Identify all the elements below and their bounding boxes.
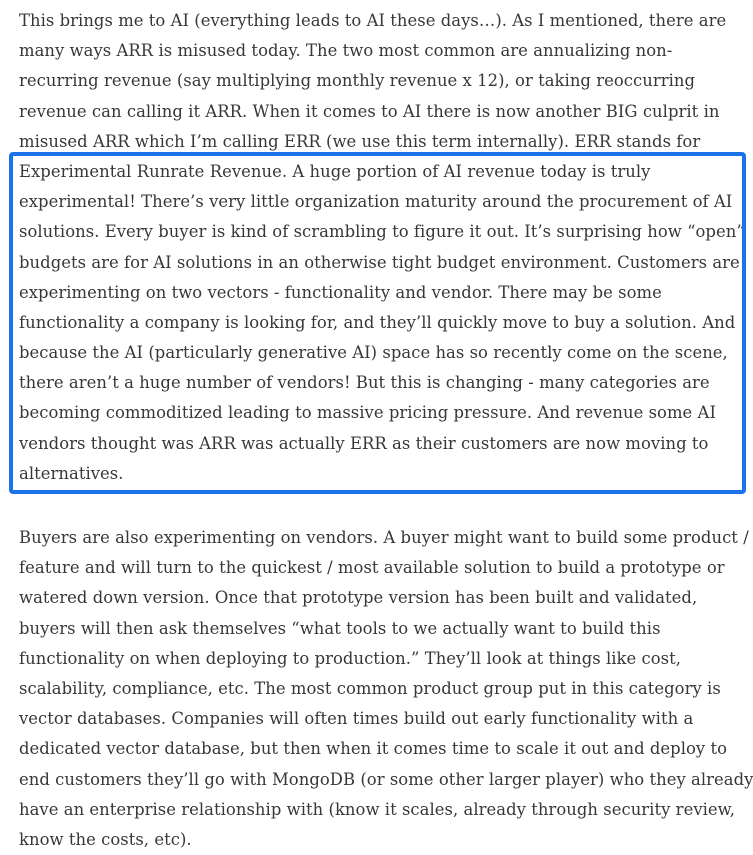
- text-line: watered down version. Once that prototype version has been built and validated,: [19, 588, 698, 608]
- text-line: becoming commoditized leading to massive pricing pressure. And revenue some AI: [19, 403, 716, 423]
- text-line: misused ARR which I’m calling ERR (we use this term internally). ERR stands for: [19, 131, 701, 151]
- text-line: Buyers are also experimenting on vendors. A buyer might want to build some product /: [19, 528, 749, 547]
- text-line: end customers they’ll go with MongoDB (or some other larger player) who they already: [19, 769, 753, 789]
- article-body: [19, 6, 753, 855]
- text-line: experimental! There’s very little organization maturity around the procurement of AI: [19, 192, 733, 212]
- text-line: Experimental Runrate Revenue. A huge portion of AI revenue today is truly: [19, 161, 651, 181]
- text-line: know the costs, etc).: [19, 829, 192, 849]
- text-line: have an enterprise relationship with (know it scales, already through security review,: [19, 799, 736, 819]
- text-line: many ways ARR is misused today. The two most common are annualizing non-: [19, 41, 673, 61]
- text-line: functionality a company is looking for, and they’ll quickly move to buy a solution. And: [19, 312, 736, 332]
- text-line: vector databases. Companies will often times build out early functionality with a: [19, 709, 694, 729]
- text-line: there aren’t a huge number of vendors! But this is changing - many categories are: [19, 373, 710, 393]
- text-line: feature and will turn to the quickest / most available solution to build a prototype or: [19, 558, 725, 578]
- paragraph-spacer: [19, 489, 747, 523]
- text-line: revenue can calling it ARR. When it comes to AI there is now another BIG culprit in: [19, 101, 720, 121]
- text-line: because the AI (particularly generative AI) space has so recently come on the scene,: [19, 343, 728, 363]
- text-line: experimenting on two vectors - functionality and vendor. There may be some: [19, 282, 662, 302]
- text-line: scalability, compliance, etc. The most common product group put in this category is: [19, 678, 721, 698]
- text-line: budgets are for AI solutions in an otherwise tight budget environment. Customers are: [19, 252, 740, 272]
- text-line: alternatives.: [19, 463, 124, 483]
- text-line: dedicated vector database, but then when it comes time to scale it out and deploy to: [19, 739, 728, 759]
- text-line: solutions. Every buyer is kind of scrambling to figure it out. It’s surprising how “open”: [19, 222, 745, 242]
- paragraph-vendors: [19, 523, 753, 855]
- text-line: functionality on when deploying to production.” They’ll look at things like cost,: [19, 648, 682, 668]
- text-line: recurring revenue (say multiplying monthly revenue x 12), or taking reoccurring: [19, 71, 696, 91]
- text-line: This brings me to AI (everything leads to AI these days…). As I mentioned, there are: [19, 11, 727, 30]
- text-line: buyers will then ask themselves “what tools to we actually want to build this: [19, 618, 661, 638]
- paragraph-err: [19, 6, 747, 489]
- text-line: vendors thought was ARR was actually ERR as their customers are now moving to: [19, 433, 709, 453]
